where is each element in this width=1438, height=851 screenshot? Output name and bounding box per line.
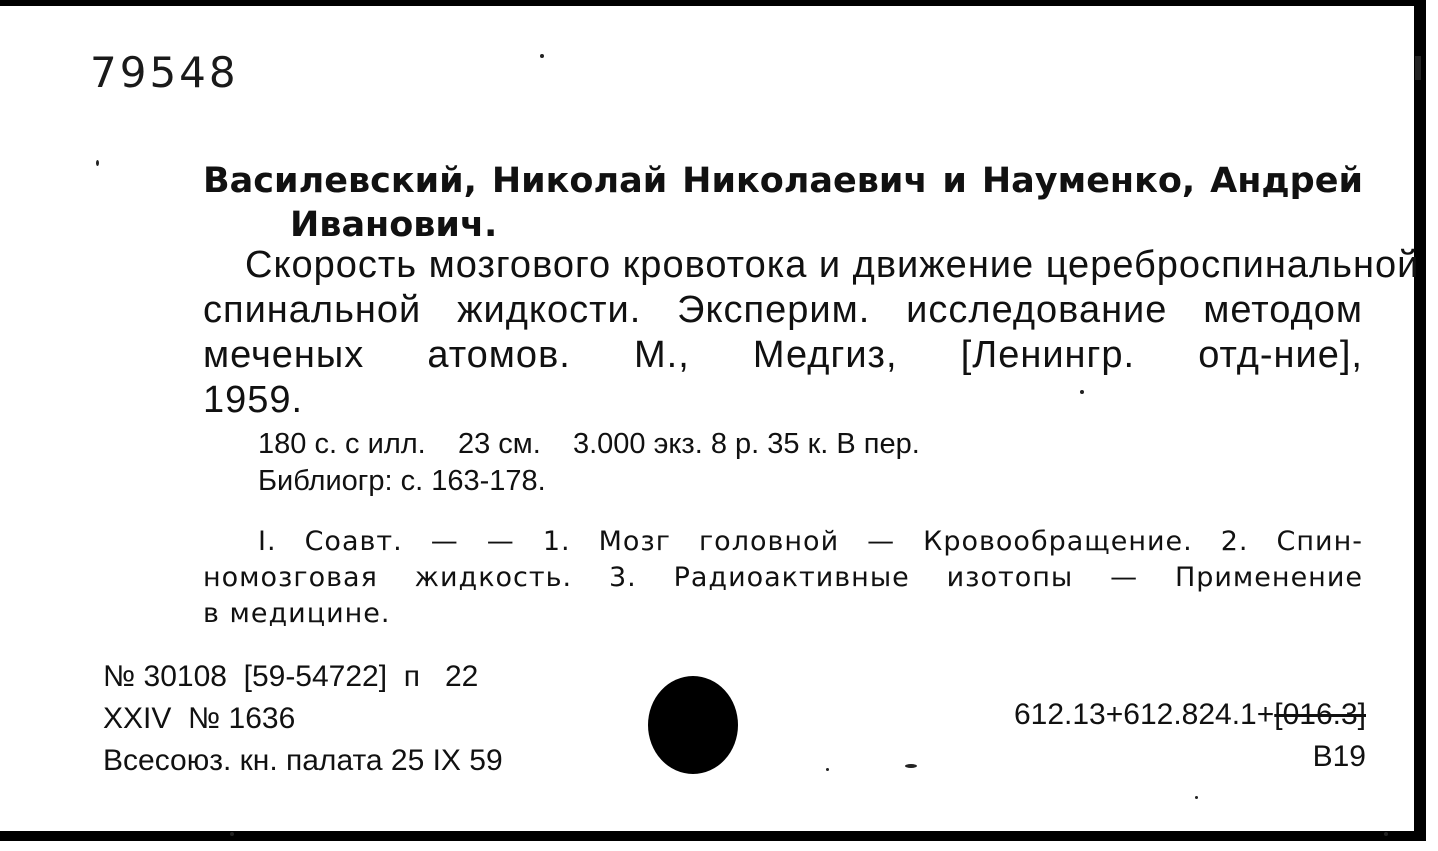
udc-index: 612.13+612.824.1+[016.3]	[1013, 698, 1366, 731]
bibliography-line: Библиогр: с. 163-178.	[258, 465, 546, 497]
subject-headings	[203, 524, 1363, 632]
title-line: Скорость мозгового кровотока и движение цереброспинальной	[245, 244, 1420, 286]
scan-speck	[1415, 56, 1421, 80]
bbk-code: В19	[1312, 740, 1366, 773]
title-line: 1959.	[203, 379, 304, 421]
scan-speck	[96, 160, 99, 166]
punch-hole	[648, 676, 738, 774]
scan-speck	[826, 768, 829, 771]
scan-speck	[1080, 390, 1084, 394]
collation-line: 180 с. с илл. 23 см. 3.000 экз. 8 р. 35 к. В пер.	[258, 428, 920, 460]
authors-heading: Василевский, Николай Николаевич и Науменко, Андрей	[203, 161, 1363, 201]
struck-index: [016.3]	[1274, 698, 1366, 731]
subject-line: в медицине.	[203, 598, 391, 629]
collation-block	[258, 426, 920, 500]
series-number: XXIV № 1636	[103, 702, 296, 735]
title-line: меченых атомов. М., Медгиз, [Ленингр. отд-ние],	[203, 334, 1363, 376]
subject-line: I. Соавт. — — 1. Мозг головной — Кровообращение. 2. Спин-	[258, 526, 1363, 557]
handwritten-card-number: 79548	[90, 48, 239, 97]
scan-speck	[540, 54, 544, 58]
registration-number: № 30108 [59-54722] п 22	[103, 660, 479, 693]
scan-speck	[1384, 832, 1388, 836]
scan-speck	[1195, 796, 1198, 799]
classification-block	[920, 694, 1366, 778]
authors-heading-continued: Иванович.	[290, 205, 498, 245]
subject-line: номозговая жидкость. 3. Радиоактивные изотопы — Применение	[203, 562, 1363, 593]
scan-speck	[905, 764, 917, 768]
title-line: спинальной жидкости. Эксперим. исследование методом	[203, 289, 1363, 331]
registration-block	[103, 656, 503, 782]
chamber-stamp: Всесоюз. кн. палата 25 IX 59	[103, 744, 503, 777]
scan-speck	[230, 832, 234, 836]
book-title-block	[203, 243, 1420, 423]
